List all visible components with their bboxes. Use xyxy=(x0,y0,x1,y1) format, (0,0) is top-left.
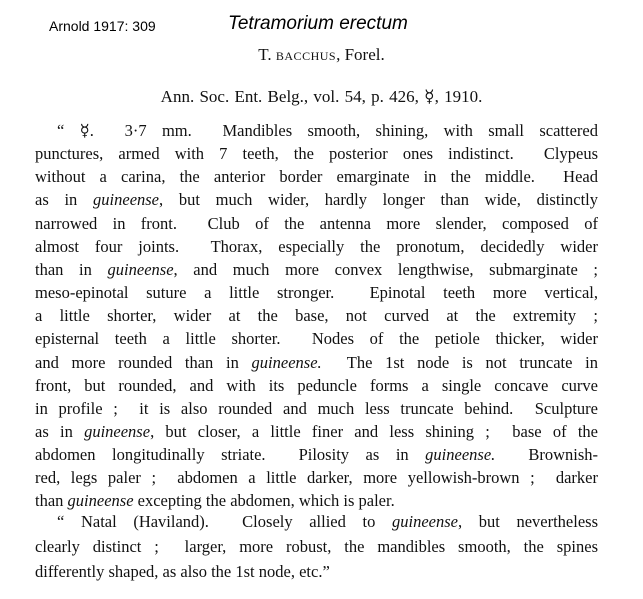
text-line xyxy=(35,564,598,581)
text-line xyxy=(35,375,598,395)
text-line xyxy=(35,236,598,256)
synonym-name: bacchus xyxy=(275,45,337,64)
text-line xyxy=(35,259,598,279)
text-segment: meso-epinotal suture a little stronger. Epinotal teeth more vertical, xyxy=(35,283,598,303)
text-segment: in profile ; it is also rounded and much less truncate behind. Sculpture xyxy=(35,398,598,418)
text-segment: front, but rounded, and with its peduncle forms a single concave curve xyxy=(35,375,598,395)
text-line xyxy=(35,146,598,163)
italic-term: guineense xyxy=(391,512,458,531)
italic-term: guineense xyxy=(84,421,151,441)
text-segment: red, legs paler ; abdomen a little darker, more yellowish-brown ; darker xyxy=(35,468,598,488)
text-line xyxy=(35,493,598,510)
synonym-author: , Forel. xyxy=(336,45,385,64)
text-segment: episternal teeth a little shorter. Nodes of the petiole thicker, wider xyxy=(35,329,598,349)
text-segment: , but closer, a little finer and less shining ; base of the xyxy=(150,421,598,441)
text-segment: and more rounded than in xyxy=(35,352,252,372)
italic-term: guineense xyxy=(93,190,160,210)
text-segment: differently shaped, as also the 1st node, etc.” xyxy=(35,562,330,581)
text-line xyxy=(35,398,598,418)
citation-label: Arnold 1917: 309 xyxy=(49,18,156,34)
text-line xyxy=(35,285,598,302)
text-segment: almost four joints. Thorax, especially the pronotum, decidedly wider xyxy=(35,236,598,256)
text-segment: “ Natal (Haviland). Closely allied to xyxy=(57,512,392,531)
text-line xyxy=(57,514,598,531)
text-line xyxy=(35,421,598,441)
text-segment: “ ☿. 3·7 mm. Mandibles smooth, shining, with small scattered xyxy=(57,121,598,140)
text-segment: The 1st node is not truncate in xyxy=(321,352,598,372)
italic-term: guineense xyxy=(107,259,174,279)
text-line xyxy=(35,169,598,186)
text-segment: abdomen longitudinally striate. Pilosity as in xyxy=(35,445,426,465)
italic-term: guineense. xyxy=(251,352,322,372)
species-title: Tetramorium erectum xyxy=(228,13,408,34)
text-line xyxy=(35,308,598,325)
text-line xyxy=(35,213,598,233)
text-line xyxy=(35,447,598,464)
text-segment: narrowed in front. Club of the antenna more slender, composed of xyxy=(35,213,598,233)
synonym-heading xyxy=(0,45,643,65)
text-line xyxy=(35,192,598,209)
publication-reference: Ann. Soc. Ent. Belg., vol. 54, p. 426, ☿, 1910. xyxy=(160,87,483,106)
text-line xyxy=(35,352,598,372)
text-segment: a little shorter, wider at the base, not curved at the extremity ; xyxy=(35,306,598,326)
text-segment: than in xyxy=(35,259,108,279)
italic-term: guineense xyxy=(67,491,134,511)
text-segment: without a carina, the anterior border emarginate in the middle. Head xyxy=(35,167,598,187)
text-segment: , and much more convex lengthwise, submarginate ; xyxy=(173,259,598,279)
text-segment: excepting the abdomen, which is paler. xyxy=(133,491,395,511)
text-segment: punctures, armed with 7 teeth, the posterior ones indistinct. Clypeus xyxy=(35,144,598,164)
text-segment: , but much wider, hardly longer than wide, distinctly xyxy=(159,190,598,210)
italic-term: guineense. xyxy=(425,445,496,465)
text-line xyxy=(35,539,598,556)
text-segment: , but nevertheless xyxy=(457,512,598,531)
text-segment: clearly distinct ; larger, more robust, the mandibles smooth, the spines xyxy=(35,537,598,556)
text-segment: as in xyxy=(35,190,94,210)
text-segment: Brownish- xyxy=(495,445,598,465)
text-line xyxy=(35,470,598,487)
text-segment: than xyxy=(35,491,68,511)
text-line xyxy=(35,331,598,348)
text-line xyxy=(57,123,598,140)
text-segment: as in xyxy=(35,421,85,441)
synonym-prefix: T. xyxy=(258,45,276,64)
